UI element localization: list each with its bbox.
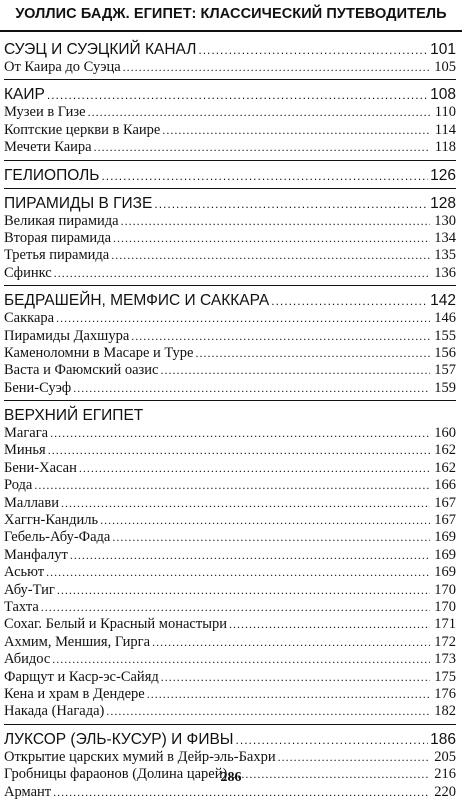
dot-leader [47,86,428,105]
toc-entry-label: Абу-Тиг [4,581,55,598]
section-heading-label: КАИР [4,86,45,104]
toc-entry-page-number: 155 [434,327,456,344]
dot-leader [112,529,430,546]
dot-leader [41,599,430,616]
section-page-number: 126 [430,166,456,184]
toc-entry-page-number: 220 [434,783,456,800]
toc-entry [4,122,456,139]
dot-leader [73,380,430,397]
section-heading-label: ПИРАМИДЫ В ГИЗЕ [4,194,153,212]
section-heading [4,194,456,213]
toc-entry-label: Сохаг. Белый и Красный монастыри [4,616,227,633]
dot-leader [229,616,430,633]
dot-leader [113,230,430,247]
toc-entry-page-number: 175 [434,668,456,685]
toc-entry-label: Накада (Нагада) [4,703,105,720]
toc-entry-label: Музеи в Гизе [4,104,86,121]
toc-entry-page-number: 105 [434,59,456,75]
section-heading-label: ВЕРХНИЙ ЕГИПЕТ [4,407,144,425]
toc-entry-label: Каменоломни в Масаре и Туре [4,344,194,361]
toc-entry-page-number: 130 [434,212,456,229]
toc-entry-page-number: 166 [434,477,456,494]
toc-entry [4,529,456,546]
toc-entry [4,582,456,599]
toc-entry-label: Бени-Суэф [4,379,72,396]
section-divider [4,79,456,80]
section-heading-label: ГЕЛИОПОЛЬ [4,166,100,184]
toc-entry-page-number: 159 [434,379,456,396]
toc-entry-page-number: 162 [434,442,456,459]
dot-leader [53,784,430,801]
dot-leader [79,460,430,477]
toc-entry-label: Третья пирамида [4,247,110,264]
section-page-number: 142 [430,292,456,310]
section-heading-label: ЛУКСОР (ЭЛЬ-КУСУР) И ФИВЫ [4,730,234,748]
toc-entry-page-number: 205 [434,748,456,765]
toc-entry-page-number: 176 [434,685,456,702]
toc-entry [4,362,456,379]
toc-entry [4,425,456,442]
toc-entry-label: Маллави [4,494,59,511]
toc-entry [4,564,456,581]
toc-entry-page-number: 157 [434,362,456,379]
section-heading-label: СУЭЦ И СУЭЦКИЙ КАНАЛ [4,41,197,58]
toc-entry-page-number: 114 [434,121,456,138]
toc-entry-label: Хаггн-Кандиль [4,512,99,529]
dot-leader [54,265,430,282]
toc-entry-label: Манфалут [4,546,68,563]
toc-entry [4,749,456,766]
toc-entry-page-number: 110 [434,104,456,121]
toc-entry [4,460,456,477]
section-heading-label: БЕДРАШЕЙН, МЕМФИС И САККАРА [4,292,270,310]
dot-leader [236,731,429,750]
dot-leader [94,139,430,156]
toc-entry-label: Саккара [4,310,55,327]
section-heading [4,40,456,59]
toc-entry [4,686,456,703]
dot-leader [271,292,428,311]
section-heading [4,166,456,185]
toc-entry-page-number: 146 [434,310,456,327]
dot-leader [278,749,430,766]
dot-leader [56,310,430,327]
toc-entry-page-number: 169 [434,546,456,563]
toc-entry-page-number: 136 [434,264,456,281]
dot-leader [70,547,430,564]
dot-leader [48,442,430,459]
section-heading [4,406,456,425]
toc-entry [4,477,456,494]
toc-entry-label: Минья [4,442,46,459]
section-divider [4,400,456,401]
toc-entry [4,547,456,564]
dot-leader [131,328,430,345]
toc-entry [4,328,456,345]
toc-entry [4,442,456,459]
section-divider [4,160,456,161]
toc-entry-page-number: 171 [434,616,456,633]
toc-entry-page-number: 167 [434,494,456,511]
toc-entry-label: Пирамиды Дахшура [4,327,130,344]
dot-leader [34,477,430,494]
toc-entry-page-number: 170 [434,581,456,598]
toc-entry [4,139,456,156]
toc-entry-label: Рода [4,477,33,494]
dot-leader [57,582,430,599]
toc-entry-label: Мечети Каира [4,139,92,156]
table-of-contents [4,40,456,801]
dot-leader [50,425,430,442]
toc-entry-page-number: 169 [434,529,456,546]
toc-entry-label: Фарщут и Каср-эс-Сайяд [4,668,159,685]
toc-entry-label: Коптские церкви в Каире [4,121,161,138]
dot-leader [161,669,430,686]
toc-entry-page-number: 169 [434,564,456,581]
dot-leader [101,167,428,186]
toc-entry-page-number: 173 [434,651,456,668]
dot-leader [106,703,430,720]
toc-entry [4,380,456,397]
toc-entry [4,616,456,633]
running-title: УОЛЛИС БАДЖ. ЕГИПЕТ: КЛАССИЧЕСКИЙ ПУТЕВОДИТЕЛЬ [0,0,462,32]
toc-entry-page-number: 216 [434,766,456,783]
section-divider [4,724,456,725]
section-page-number: 108 [430,86,456,104]
toc-entry-label: Армант [4,783,52,800]
section-divider [4,285,456,286]
dot-leader [100,512,430,529]
toc-entry-label: Сфинкс [4,264,52,281]
toc-entry-label: Магага [4,425,49,442]
toc-entry [4,495,456,512]
toc-entry-label: Асьют [4,564,45,581]
toc-entry-page-number: 160 [434,425,456,442]
section-heading [4,85,456,104]
toc-entry [4,104,456,121]
toc-entry [4,634,456,651]
toc-entry-page-number: 172 [434,633,456,650]
toc-entry-page-number: 162 [434,459,456,476]
dot-leader [147,686,430,703]
toc-entry [4,784,456,801]
dot-leader [111,247,430,264]
toc-entry-label: Вторая пирамида [4,229,112,246]
section-page-number: 128 [430,194,456,212]
section-heading [4,291,456,310]
toc-entry-page-number: 135 [434,247,456,264]
section-page-number: 186 [430,730,456,748]
toc-entry-label: Гебель-Абу-Фада [4,529,111,546]
section-heading [4,730,456,749]
dot-leader [162,122,430,139]
dot-leader [152,634,430,651]
toc-entry-label: От Каира до Суэца [4,59,121,75]
toc-entry [4,599,456,616]
dot-leader [154,195,428,214]
dot-leader [198,41,428,60]
toc-entry [4,669,456,686]
toc-entry-page-number: 156 [434,344,456,361]
dot-leader [88,104,430,121]
dot-leader [160,362,430,379]
dot-leader [46,564,430,581]
page-number: 286 [220,770,242,785]
toc-entry-page-number: 134 [434,229,456,246]
toc-entry-label: Кена и храм в Дендере [4,685,145,702]
toc-entry [4,512,456,529]
dot-leader [123,59,430,76]
toc-entry [4,59,456,76]
toc-entry-page-number: 167 [434,512,456,529]
toc-entry-label: Бени-Хасан [4,459,77,476]
toc-entry-page-number: 118 [434,139,456,156]
toc-entry [4,265,456,282]
toc-entry [4,213,456,230]
toc-entry-label: Великая пирамида [4,212,119,229]
toc-entry-label: Открытие царских мумий в Дейр-эль-Бахри [4,748,276,765]
toc-entry-label: Абидос [4,651,51,668]
toc-entry-label: Ахмим, Меншия, Гирга [4,633,151,650]
toc-entry-page-number: 170 [434,598,456,615]
dot-leader [196,345,431,362]
toc-entry-page-number: 182 [434,703,456,720]
toc-entry [4,703,456,720]
section-divider [4,188,456,189]
toc-entry [4,345,456,362]
toc-entry [4,247,456,264]
toc-entry [4,310,456,327]
toc-entry-label: Тахта [4,598,39,615]
toc-entry-label: Гробницы фараонов (Долина царей) [4,766,228,783]
dot-leader [52,651,430,668]
toc-entry [4,230,456,247]
section-page-number: 101 [430,41,456,58]
toc-entry-label: Васта и Фаюмский оазис [4,362,159,379]
dot-leader [61,495,430,512]
dot-leader [121,213,430,230]
toc-entry [4,651,456,668]
